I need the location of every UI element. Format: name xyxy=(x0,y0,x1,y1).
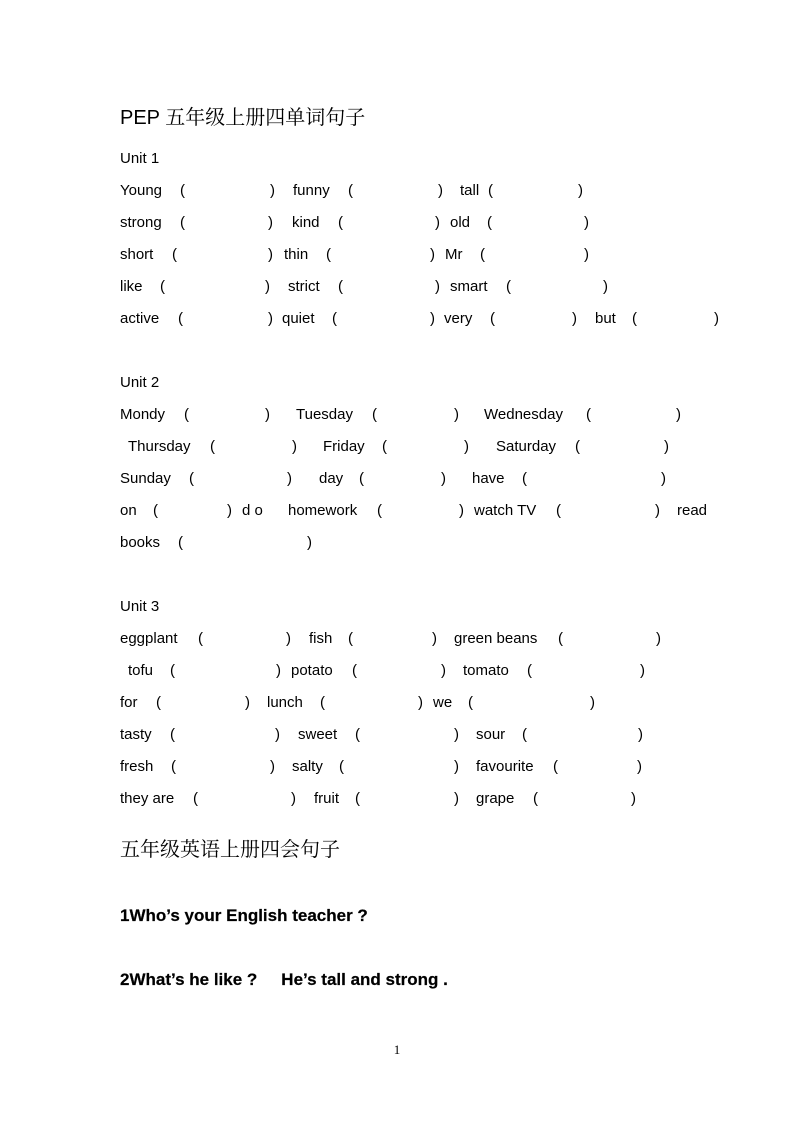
vocab-word: kind xyxy=(292,214,320,231)
blank-close-paren: ) xyxy=(590,694,595,711)
vocab-word: Thursday xyxy=(128,438,191,455)
unit-2-heading: Unit 2 xyxy=(120,374,160,391)
blank-open-paren: ( xyxy=(355,726,360,743)
blank-open-paren: ( xyxy=(326,246,331,263)
vocab-word: for xyxy=(120,694,138,711)
vocab-word: very xyxy=(444,310,473,327)
vocab-word: Sunday xyxy=(120,470,171,487)
vocab-word: they are xyxy=(120,790,175,807)
blank-open-paren: ( xyxy=(556,502,561,519)
blank-close-paren: ) xyxy=(268,246,273,263)
blank-open-paren: ( xyxy=(153,502,158,519)
blank-close-paren: ) xyxy=(459,502,464,519)
blank-close-paren: ) xyxy=(245,694,250,711)
vocab-word: Mondy xyxy=(120,406,166,423)
blank-open-paren: ( xyxy=(198,630,203,647)
blank-close-paren: ) xyxy=(578,182,583,199)
blank-close-paren: ) xyxy=(631,790,636,807)
vocab-word: Mr xyxy=(445,246,463,263)
blank-open-paren: ( xyxy=(193,790,198,807)
blank-open-paren: ( xyxy=(355,790,360,807)
blank-open-paren: ( xyxy=(178,534,183,551)
vocab-word: like xyxy=(120,278,143,295)
vocab-word: green beans xyxy=(454,630,538,647)
blank-open-paren: ( xyxy=(171,758,176,775)
vocab-word: read xyxy=(677,502,708,519)
blank-close-paren: ) xyxy=(227,502,232,519)
vocab-word: we xyxy=(433,694,453,711)
vocab-word: strong xyxy=(120,214,162,231)
blank-open-paren: ( xyxy=(172,246,177,263)
blank-close-paren: ) xyxy=(276,662,281,679)
blank-open-paren: ( xyxy=(632,310,637,327)
vocab-word: Tuesday xyxy=(296,406,353,423)
page-number: 1 xyxy=(393,1042,401,1057)
vocab-word: grape xyxy=(476,790,515,807)
blank-open-paren: ( xyxy=(178,310,183,327)
vocab-word: strict xyxy=(288,278,320,295)
unit-1-heading: Unit 1 xyxy=(120,150,160,167)
vocab-word: Saturday xyxy=(496,438,557,455)
blank-open-paren: ( xyxy=(575,438,580,455)
sentence-1 xyxy=(120,906,368,926)
page-title: PEP 五年级上册四单词句子 xyxy=(120,107,366,129)
vocab-word: tomato xyxy=(463,662,509,679)
blank-close-paren: ) xyxy=(640,662,645,679)
blank-close-paren: ) xyxy=(656,630,661,647)
vocab-word: tofu xyxy=(128,662,154,679)
blank-open-paren: ( xyxy=(480,246,485,263)
vocab-word: have xyxy=(472,470,505,487)
sentence-1-text: 1Who’s your English teacher ? xyxy=(120,906,368,925)
blank-close-paren: ) xyxy=(432,630,437,647)
sentence-2-answer: He’s tall and strong . xyxy=(281,970,448,989)
blank-open-paren: ( xyxy=(348,182,353,199)
vocab-word: tasty xyxy=(120,726,152,743)
vocab-word: Young xyxy=(120,182,162,199)
vocab-word: smart xyxy=(450,278,488,295)
vocab-word: day xyxy=(319,470,344,487)
blank-open-paren: ( xyxy=(339,758,344,775)
blank-close-paren: ) xyxy=(435,278,440,295)
blank-close-paren: ) xyxy=(664,438,669,455)
blank-close-paren: ) xyxy=(265,278,270,295)
blank-close-paren: ) xyxy=(286,630,291,647)
blank-close-paren: ) xyxy=(441,662,446,679)
blank-close-paren: ) xyxy=(454,406,459,423)
vocab-word: short xyxy=(120,246,154,263)
vocab-word: eggplant xyxy=(120,630,178,647)
blank-open-paren: ( xyxy=(468,694,473,711)
blank-open-paren: ( xyxy=(359,470,364,487)
blank-close-paren: ) xyxy=(275,726,280,743)
blank-close-paren: ) xyxy=(441,470,446,487)
blank-open-paren: ( xyxy=(382,438,387,455)
vocab-word: fresh xyxy=(120,758,154,775)
blank-close-paren: ) xyxy=(438,182,443,199)
blank-open-paren: ( xyxy=(338,214,343,231)
vocab-word: d o xyxy=(242,502,263,519)
blank-close-paren: ) xyxy=(676,406,681,423)
blank-open-paren: ( xyxy=(180,182,185,199)
sentence-2-question: 2What’s he like ? xyxy=(120,970,258,989)
blank-open-paren: ( xyxy=(553,758,558,775)
blank-close-paren: ) xyxy=(638,726,643,743)
vocab-word: favourite xyxy=(476,758,534,775)
vocab-word: thin xyxy=(284,246,309,263)
blank-close-paren: ) xyxy=(435,214,440,231)
blank-open-paren: ( xyxy=(522,726,527,743)
blank-close-paren: ) xyxy=(270,182,275,199)
blank-close-paren: ) xyxy=(603,278,608,295)
blank-open-paren: ( xyxy=(372,406,377,423)
blank-close-paren: ) xyxy=(292,438,297,455)
blank-close-paren: ) xyxy=(270,758,275,775)
blank-close-paren: ) xyxy=(454,758,459,775)
blank-open-paren: ( xyxy=(586,406,591,423)
blank-open-paren: ( xyxy=(348,630,353,647)
vocab-word: watch TV xyxy=(474,502,537,519)
blank-close-paren: ) xyxy=(287,470,292,487)
vocab-word: sweet xyxy=(298,726,338,743)
blank-close-paren: ) xyxy=(307,534,312,551)
blank-open-paren: ( xyxy=(180,214,185,231)
blank-open-paren: ( xyxy=(487,214,492,231)
vocab-word: quiet xyxy=(282,310,315,327)
blank-close-paren: ) xyxy=(268,310,273,327)
vocab-word: books xyxy=(120,534,161,551)
vocab-word: Wednesday xyxy=(484,406,563,423)
vocab-word: salty xyxy=(292,758,323,775)
blank-open-paren: ( xyxy=(170,662,175,679)
blank-open-paren: ( xyxy=(527,662,532,679)
blank-close-paren: ) xyxy=(572,310,577,327)
blank-open-paren: ( xyxy=(210,438,215,455)
blank-open-paren: ( xyxy=(377,502,382,519)
blank-open-paren: ( xyxy=(170,726,175,743)
blank-close-paren: ) xyxy=(584,214,589,231)
blank-open-paren: ( xyxy=(490,310,495,327)
blank-open-paren: ( xyxy=(506,278,511,295)
blank-close-paren: ) xyxy=(661,470,666,487)
sentence-2 xyxy=(120,970,448,990)
blank-close-paren: ) xyxy=(637,758,642,775)
vocab-word: but xyxy=(595,310,616,327)
vocab-word: lunch xyxy=(267,694,303,711)
blank-open-paren: ( xyxy=(189,470,194,487)
blank-open-paren: ( xyxy=(338,278,343,295)
blank-close-paren: ) xyxy=(714,310,719,327)
blank-close-paren: ) xyxy=(584,246,589,263)
blank-close-paren: ) xyxy=(430,246,435,263)
vocab-word: sour xyxy=(476,726,506,743)
blank-open-paren: ( xyxy=(156,694,161,711)
vocab-word: funny xyxy=(293,182,330,199)
vocab-word: on xyxy=(120,502,137,519)
vocab-word: tall xyxy=(460,182,480,199)
blank-open-paren: ( xyxy=(320,694,325,711)
blank-open-paren: ( xyxy=(522,470,527,487)
vocab-word: active xyxy=(120,310,160,327)
blank-close-paren: ) xyxy=(464,438,469,455)
vocab-word: homework xyxy=(288,502,358,519)
blank-close-paren: ) xyxy=(291,790,296,807)
blank-close-paren: ) xyxy=(655,502,660,519)
blank-open-paren: ( xyxy=(488,182,493,199)
blank-open-paren: ( xyxy=(352,662,357,679)
blank-open-paren: ( xyxy=(332,310,337,327)
blank-close-paren: ) xyxy=(418,694,423,711)
blank-close-paren: ) xyxy=(430,310,435,327)
blank-close-paren: ) xyxy=(454,790,459,807)
blank-open-paren: ( xyxy=(184,406,189,423)
vocab-word: fish xyxy=(309,630,333,647)
blank-open-paren: ( xyxy=(558,630,563,647)
vocab-word: fruit xyxy=(314,790,340,807)
section-title: 五年级英语上册四会句子 xyxy=(120,839,340,861)
blank-open-paren: ( xyxy=(533,790,538,807)
blank-close-paren: ) xyxy=(265,406,270,423)
blank-close-paren: ) xyxy=(454,726,459,743)
vocab-word: potato xyxy=(291,662,333,679)
blank-close-paren: ) xyxy=(268,214,273,231)
vocab-word: Friday xyxy=(323,438,365,455)
vocab-word: old xyxy=(450,214,471,231)
blank-open-paren: ( xyxy=(160,278,165,295)
unit-3-heading: Unit 3 xyxy=(120,598,160,615)
